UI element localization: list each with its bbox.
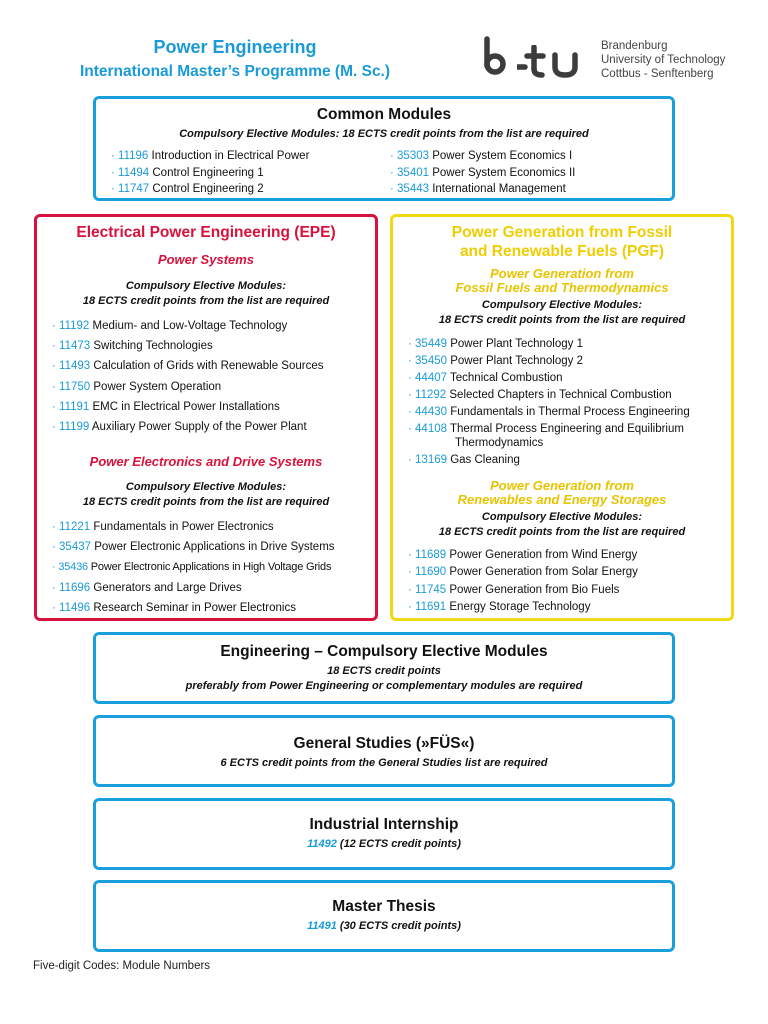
module-item: · 35303 Power System Economics I — [390, 150, 573, 162]
module-item: · 35449 Power Plant Technology 1 — [408, 338, 583, 350]
module-item: · 44407 Technical Combustion — [408, 372, 563, 384]
module-item: · 13169 Gas Cleaning — [408, 454, 520, 466]
module-item: · 11691 Energy Storage Technology — [408, 601, 591, 613]
module-item: · 11696 Generators and Large Drives — [52, 582, 242, 594]
module-item: · 11221 Fundamentals in Power Electronics — [52, 521, 274, 533]
module-item: · 35437 Power Electronic Applications in Drive Systems — [52, 541, 335, 553]
common-modules-title: Common Modules — [316, 106, 452, 123]
power-systems-note: Compulsory Elective Modules: 18 ECTS credit points from the list are required — [82, 280, 330, 307]
module-item: · 11494 Control Engineering 1 — [111, 167, 264, 179]
epe-title: Electrical Power Engineering (EPE) — [76, 224, 336, 241]
module-item: · 11191 EMC in Electrical Power Installations — [52, 401, 280, 413]
module-item: · 44430 Fundamentals in Thermal Process Engineering — [408, 406, 690, 418]
module-item: · 11689 Power Generation from Wind Energy — [408, 549, 638, 561]
pgf-title: Power Generation from Fossil and Renewable Fuels (PGF) — [451, 224, 673, 260]
thesis-credits: 11491 (30 ECTS credit points) — [307, 920, 461, 932]
page-subtitle: International Master’s Programme (M. Sc.) — [79, 63, 391, 80]
module-item: · 11493 Calculation of Grids with Renewable Sources — [52, 360, 324, 372]
page-title: Power Engineering — [153, 37, 317, 57]
engineering-line1: 18 ECTS credit points — [327, 665, 441, 677]
power-electronics-title: Power Electronics and Drive Systems — [89, 454, 323, 469]
module-item: · 11196 Introduction in Electrical Power — [111, 150, 310, 162]
general-studies-box — [93, 715, 675, 787]
engineering-title: Engineering – Compulsory Elective Modules — [220, 643, 548, 660]
module-item: · 11690 Power Generation from Solar Energy — [408, 566, 638, 578]
engineering-line2: preferably from Power Engineering or complementary modules are required — [185, 680, 583, 692]
btu-logo-tu — [517, 45, 592, 79]
engineering-box — [93, 632, 675, 704]
fossil-fuels-title: Power Generation from Fossil Fuels and Thermodynamics — [455, 266, 669, 295]
common-modules-box — [93, 96, 675, 201]
footer-note: Five-digit Codes: Module Numbers — [33, 960, 211, 972]
module-item: · 35436 Power Electronic Applications in High Voltage Grids — [52, 561, 332, 573]
internship-credits: 11492 (12 ECTS credit points) — [307, 838, 461, 850]
common-modules-note: Compulsory Elective Modules: 18 ECTS credit points from the list are required — [179, 128, 589, 140]
internship-box — [93, 798, 675, 870]
renewables-note: Compulsory Elective Modules: 18 ECTS credit points from the list are required — [438, 511, 686, 538]
thesis-title: Master Thesis — [332, 898, 436, 915]
module-item: · 11199 Auxiliary Power Supply of the Power Plant — [52, 421, 307, 433]
module-item: · 35450 Power Plant Technology 2 — [408, 355, 583, 367]
module-item: · 35401 Power System Economics II — [390, 167, 576, 179]
epe-box — [34, 214, 378, 621]
university-name: Brandenburg University of Technology Cottbus - Senftenberg — [601, 40, 726, 80]
module-item-continued: Thermodynamics — [455, 437, 544, 449]
module-item: · 11192 Medium- and Low-Voltage Technology — [52, 320, 288, 332]
thesis-box — [93, 880, 675, 952]
power-electronics-note: Compulsory Elective Modules: 18 ECTS credit points from the list are required — [82, 481, 330, 508]
module-item: · 11473 Switching Technologies — [52, 340, 213, 352]
module-item: · 11292 Selected Chapters in Technical Combustion — [408, 389, 672, 401]
module-item: · 11750 Power System Operation — [52, 381, 222, 393]
module-item: · 11747 Control Engineering 2 — [111, 183, 264, 195]
general-studies-line: 6 ECTS credit points from the General Studies list are required — [220, 757, 548, 769]
module-item: · 35443 International Management — [390, 183, 566, 195]
power-systems-title: Power Systems — [157, 252, 255, 267]
renewables-title: Power Generation from Renewables and Energy Storages — [457, 478, 667, 507]
module-item: · 11496 Research Seminar in Power Electronics — [52, 602, 296, 614]
internship-title: Industrial Internship — [309, 816, 459, 833]
fossil-fuels-note: Compulsory Elective Modules: 18 ECTS credit points from the list are required — [438, 299, 686, 326]
module-item: · 11745 Power Generation from Bio Fuels — [408, 584, 620, 596]
general-studies-title: General Studies (»FÜS«) — [293, 735, 475, 752]
pgf-box — [390, 214, 734, 621]
module-item: · 44108 Thermal Process Engineering and Equilibrium — [408, 423, 684, 435]
